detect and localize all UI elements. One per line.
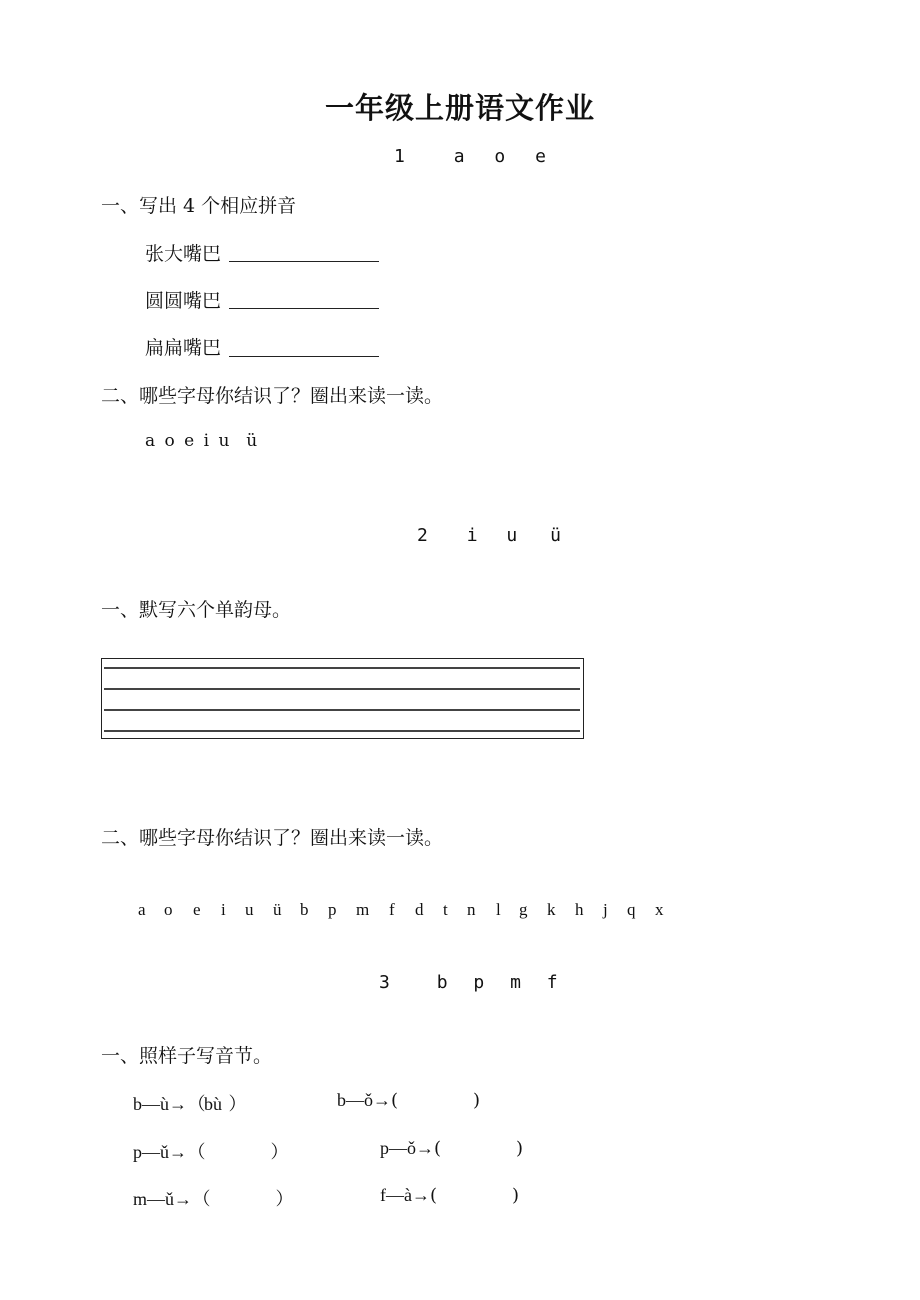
prompt-big-mouth: 张大嘴巴: [145, 243, 222, 265]
letter[interactable]: j: [603, 900, 608, 919]
letter[interactable]: l: [496, 900, 501, 919]
letter-list: a o e i u ü: [145, 431, 260, 451]
lesson-number: 3: [379, 972, 390, 993]
letter[interactable]: k: [547, 900, 556, 919]
open-paren: (: [391, 1090, 399, 1111]
section-label: 一、默写六个单韵母。: [101, 599, 292, 621]
letter[interactable]: n: [467, 900, 476, 919]
answer-blank[interactable]: [229, 356, 379, 357]
letter[interactable]: o: [164, 900, 173, 919]
letter[interactable]: u: [245, 900, 254, 919]
writing-rule: [104, 730, 580, 732]
close-paren: ）: [270, 1142, 289, 1163]
letter[interactable]: m: [356, 900, 370, 919]
lesson-letter: b: [436, 972, 448, 993]
writing-rule: [104, 688, 580, 690]
lesson-letter: a: [453, 146, 465, 167]
lesson-letter: i: [466, 525, 478, 546]
prompt-round-mouth: 圆圆嘴巴: [145, 290, 222, 312]
lesson-3-heading: [379, 972, 558, 993]
letter[interactable]: f: [389, 900, 395, 919]
letter[interactable]: d: [415, 900, 424, 919]
syllable-exercise: [337, 1090, 480, 1111]
writing-rule: [104, 667, 580, 669]
letter[interactable]: e: [193, 900, 201, 919]
syllable-exercise: [133, 1185, 294, 1211]
syllable-example: [133, 1090, 247, 1116]
open-paren: (: [434, 1138, 442, 1159]
syllable-expression: f—à→: [380, 1185, 430, 1205]
letter[interactable]: a: [138, 900, 146, 919]
syllable-expression: b—ǒ→: [337, 1090, 391, 1110]
lesson-2-heading: [417, 525, 561, 546]
lesson-number: 2: [417, 525, 428, 546]
lesson-letter: e: [535, 146, 546, 167]
syllable-exercise: [380, 1138, 523, 1159]
lesson-letter: m: [510, 972, 521, 993]
letter[interactable]: ü: [273, 900, 282, 919]
open-paren: (: [429, 1185, 438, 1206]
syllable-expression: m—ǔ→: [133, 1189, 193, 1209]
letter[interactable]: b: [300, 900, 309, 919]
syllable-answer: bù: [204, 1094, 222, 1114]
lesson-letter: ü: [550, 525, 561, 546]
letter[interactable]: g: [519, 900, 528, 919]
lesson-letter: f: [546, 972, 558, 993]
close-paren: ): [512, 1185, 520, 1206]
close-paren: ）: [275, 1189, 294, 1210]
open-paren: （: [187, 1094, 206, 1115]
section-label: 一、写出 4 个相应拼音: [101, 195, 297, 217]
letter[interactable]: q: [627, 900, 636, 919]
syllable-expression: p—ǒ→: [380, 1138, 434, 1158]
close-paren: ）: [228, 1094, 247, 1115]
close-paren: ): [473, 1090, 481, 1111]
answer-blank[interactable]: [229, 308, 379, 309]
lesson-1-heading: [394, 146, 546, 167]
letter[interactable]: t: [443, 900, 448, 919]
close-paren: ): [516, 1138, 524, 1159]
syllable-exercise: [380, 1185, 519, 1206]
section-label: 二、哪些字母你结识了？圈出来读一读。: [101, 827, 444, 849]
writing-rule: [104, 709, 580, 711]
prompt-flat-mouth: 扁扁嘴巴: [145, 337, 222, 359]
open-paren: （: [187, 1142, 206, 1163]
lesson-letter: u: [506, 525, 518, 546]
pinyin-writing-box[interactable]: [101, 658, 584, 739]
section-label: 一、照样子写音节。: [101, 1045, 273, 1067]
letter[interactable]: x: [655, 900, 664, 919]
letter[interactable]: i: [221, 900, 226, 919]
letter[interactable]: p: [328, 900, 337, 919]
syllable-expression: p—ǔ→: [133, 1142, 187, 1162]
lesson-letter: o: [494, 146, 506, 167]
syllable-exercise: [133, 1138, 289, 1164]
answer-blank[interactable]: [229, 261, 379, 262]
letter[interactable]: h: [575, 900, 584, 919]
syllable-expression: b—ù→: [133, 1094, 187, 1114]
lesson-letter: p: [473, 972, 485, 993]
open-paren: （: [192, 1189, 211, 1210]
document-title: 一年级上册语文作业: [324, 91, 595, 125]
section-label: 二、哪些字母你结识了？圈出来读一读。: [101, 385, 444, 407]
lesson-number: 1: [394, 146, 405, 167]
